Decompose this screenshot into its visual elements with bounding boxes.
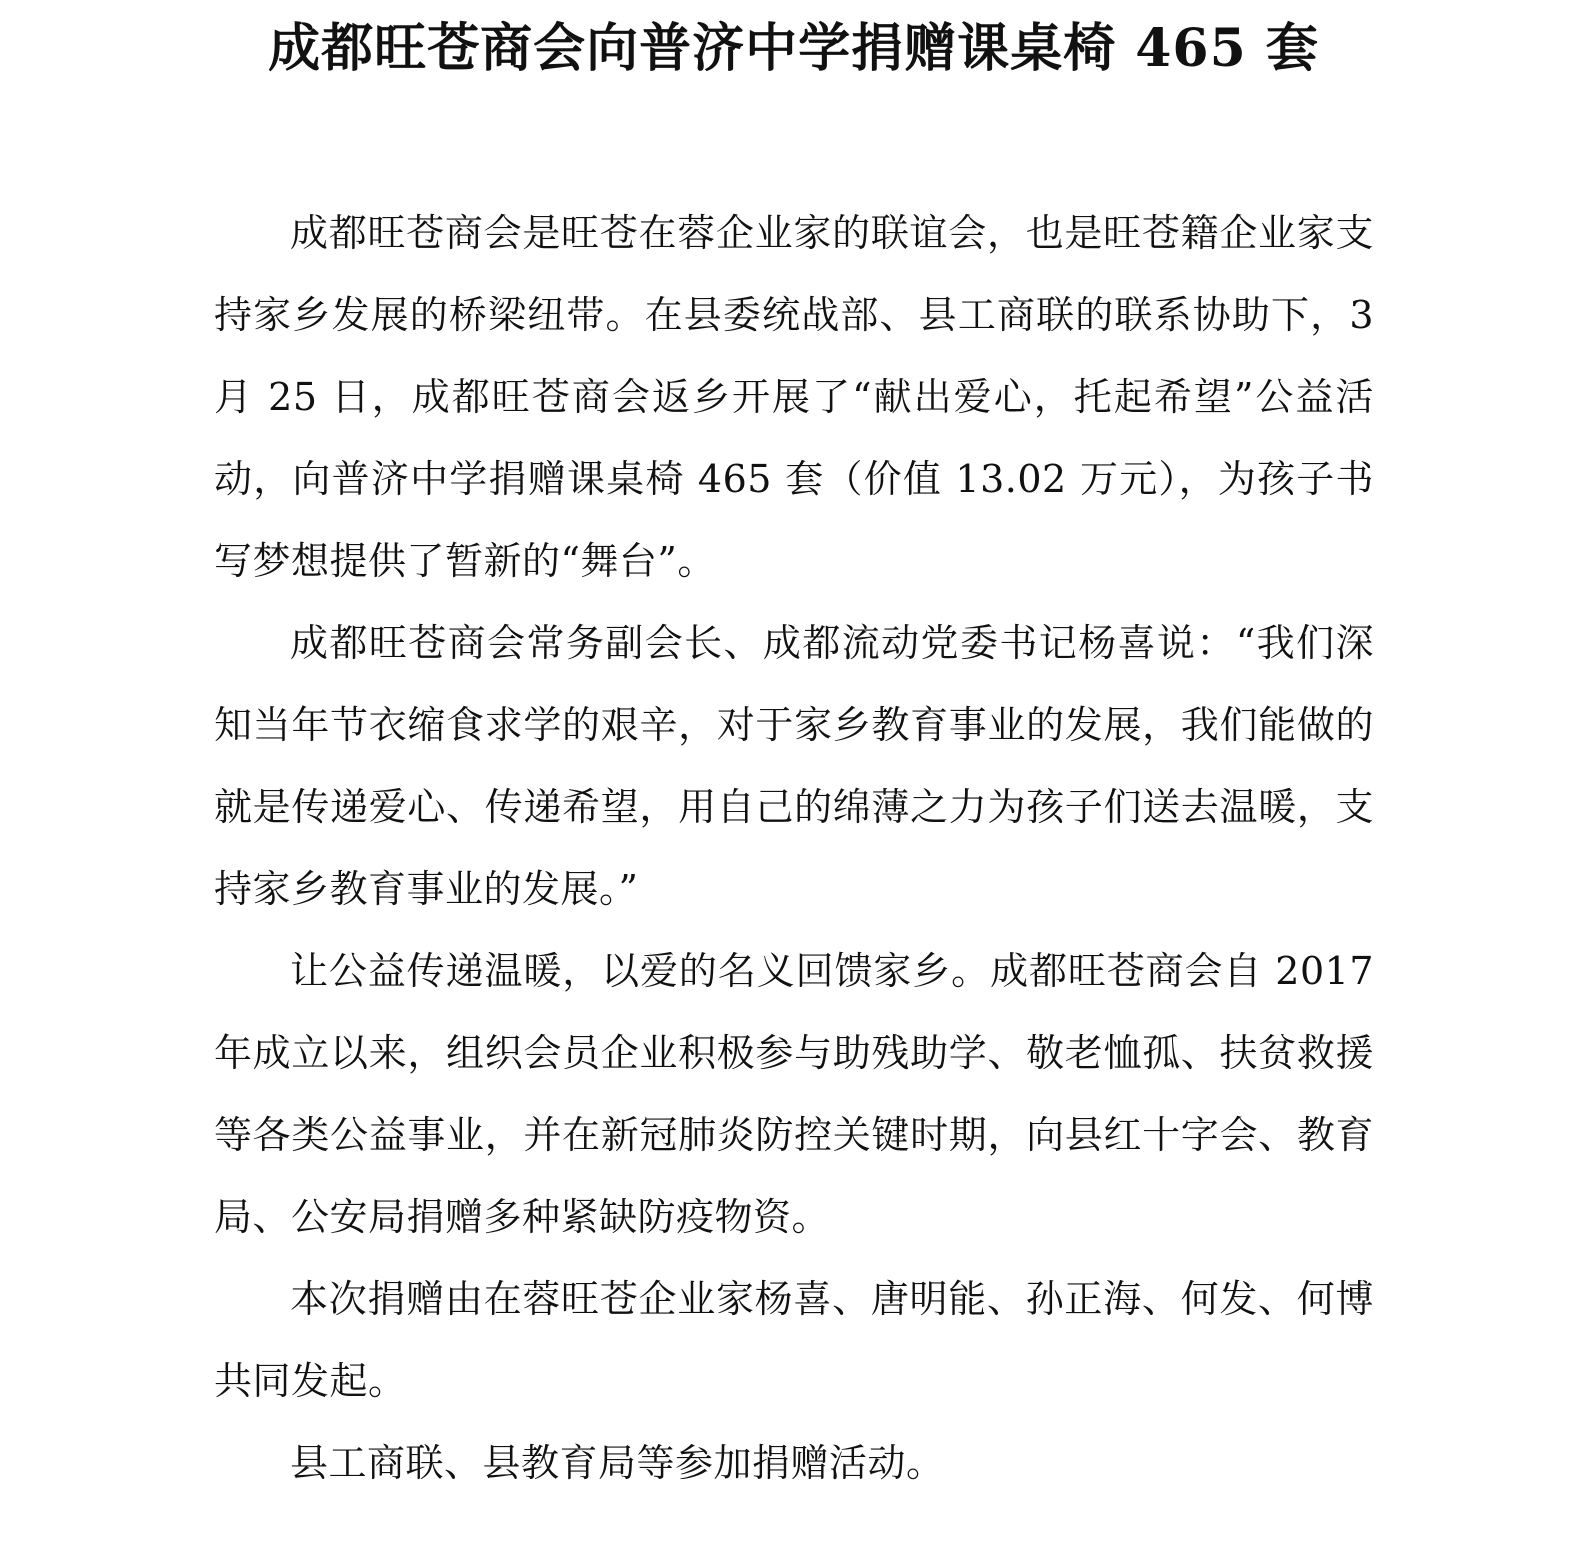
paragraph-5: 县工商联、县教育局等参加捐赠活动。 xyxy=(290,1441,945,1485)
paragraph-2: 成都旺苍商会常务副会长、成都流动党委书记杨喜说：“我们深知当年节衣缩食求学的艰辛，对于家乡教育事业的发展，我们能做的就是传递爱心、传递希望，用自己的绵薄之力为孩子们送去温暖，支持家乡教育事业的发展。” xyxy=(214,621,1374,911)
document-body xyxy=(214,192,1374,1504)
document-title: 成都旺苍商会向普济中学捐赠课桌椅 465 套 xyxy=(268,18,1319,79)
paragraph-1: 成都旺苍商会是旺苍在蓉企业家的联谊会，也是旺苍籍企业家支持家乡发展的桥梁纽带。在县委统战部、县工商联的联系协助下，3月 25 日，成都旺苍商会返乡开展了“献出爱心，托起希望”公益活动，向普济中学捐赠课桌椅 465 套（价值 13.02 万元），为孩子书写梦想提供了暂新的“舞台”。 xyxy=(214,211,1374,583)
paragraph-3: 让公益传递温暖，以爱的名义回馈家乡。成都旺苍商会自 2017 年成立以来，组织会员企业积极参与助残助学、敬老恤孤、扶贫救援等各类公益事业，并在新冠肺炎防控关键时期，向县红十字会、教育局、公安局捐赠多种紧缺防疫物资。 xyxy=(214,949,1374,1239)
paragraph-4: 本次捐赠由在蓉旺苍企业家杨喜、唐明能、孙正海、何发、何博共同发起。 xyxy=(214,1277,1374,1403)
